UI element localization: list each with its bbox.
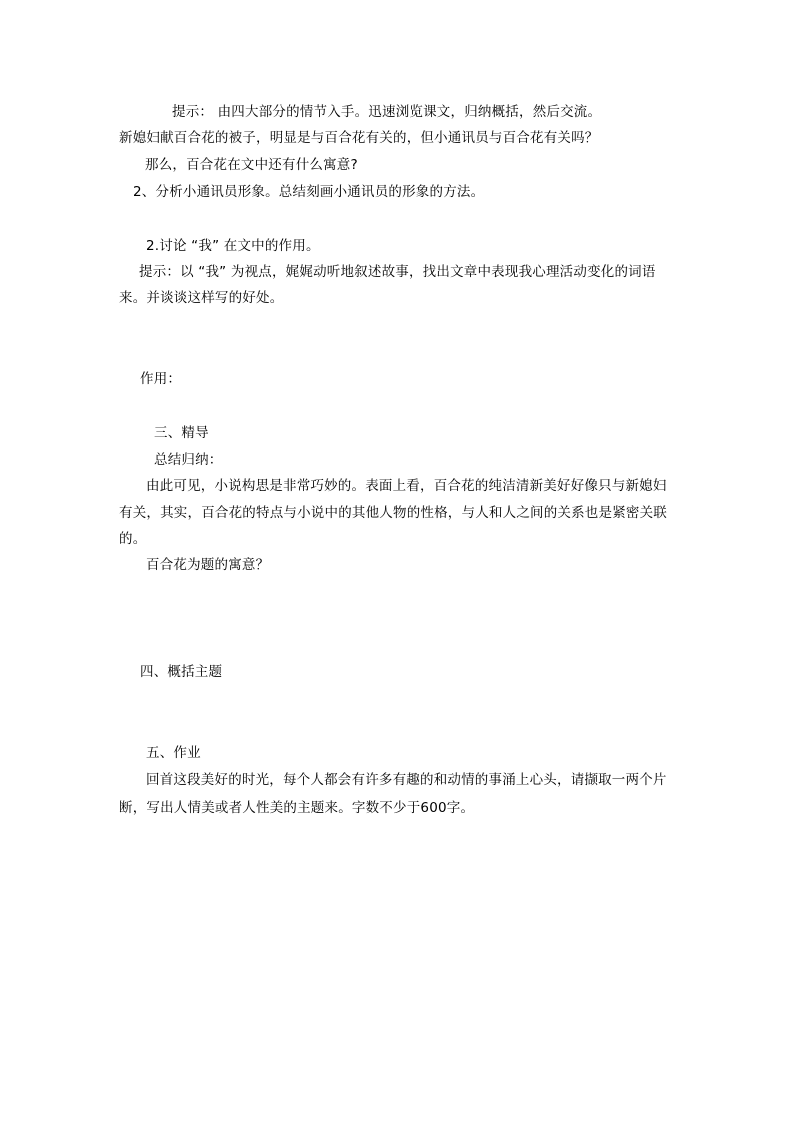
effect-label: 作用： xyxy=(140,371,182,387)
section-heading-4: 四、概括主题 xyxy=(140,664,223,680)
question-title-meaning: 百合花为题的寓意？ xyxy=(146,557,270,573)
section-heading-3: 三、精导 xyxy=(154,425,209,441)
section-heading-5: 五、作业 xyxy=(146,745,201,761)
summary-label: 总结归纳： xyxy=(154,452,223,468)
task-analyze-messenger: 2、分析小通讯员形象。总结刻画小通讯员的形象的方法。 xyxy=(133,184,485,200)
homework-line-1: 回首这段美好的时光，每个人都会有许多有趣的和动情的事涌上心头，请撷取一两个片 xyxy=(146,772,667,788)
homework-line-2: 断，写出人情美或者人性美的主题来。字数不少于600字。 xyxy=(119,800,475,816)
task-discuss-narrator: 2.讨论 “我” 在文中的作用。 xyxy=(146,238,320,254)
hint-narrator-view: 提示：以 “我” 为视点，娓娓动听地叙述故事，找出文章中表现我心理活动变化的词语 xyxy=(139,264,656,280)
summary-para-line-3: 的。 xyxy=(119,531,147,547)
question-bride-quilt: 新媳妇献百合花的被子，明显是与百合花有关的，但小通讯员与百合花有关吗？ xyxy=(119,130,599,146)
summary-para-line-2: 有关，其实，百合花的特点与小说中的其他人物的性格，与人和人之间的关系也是紧密关联 xyxy=(119,505,667,521)
summary-para-line-1: 由此可见，小说构思是非常巧妙的。表面上看，百合花的纯洁清新美好好像只与新媳妇 xyxy=(146,478,667,494)
hint-four-parts: 提示： 由四大部分的情节入手。迅速浏览课文，归纳概括，然后交流。 xyxy=(172,104,602,120)
hint-narrator-view-cont: 来。并谈谈这样写的好处。 xyxy=(119,290,284,306)
question-lily-meaning: 那么，百合花在文中还有什么寓意? xyxy=(145,157,358,173)
